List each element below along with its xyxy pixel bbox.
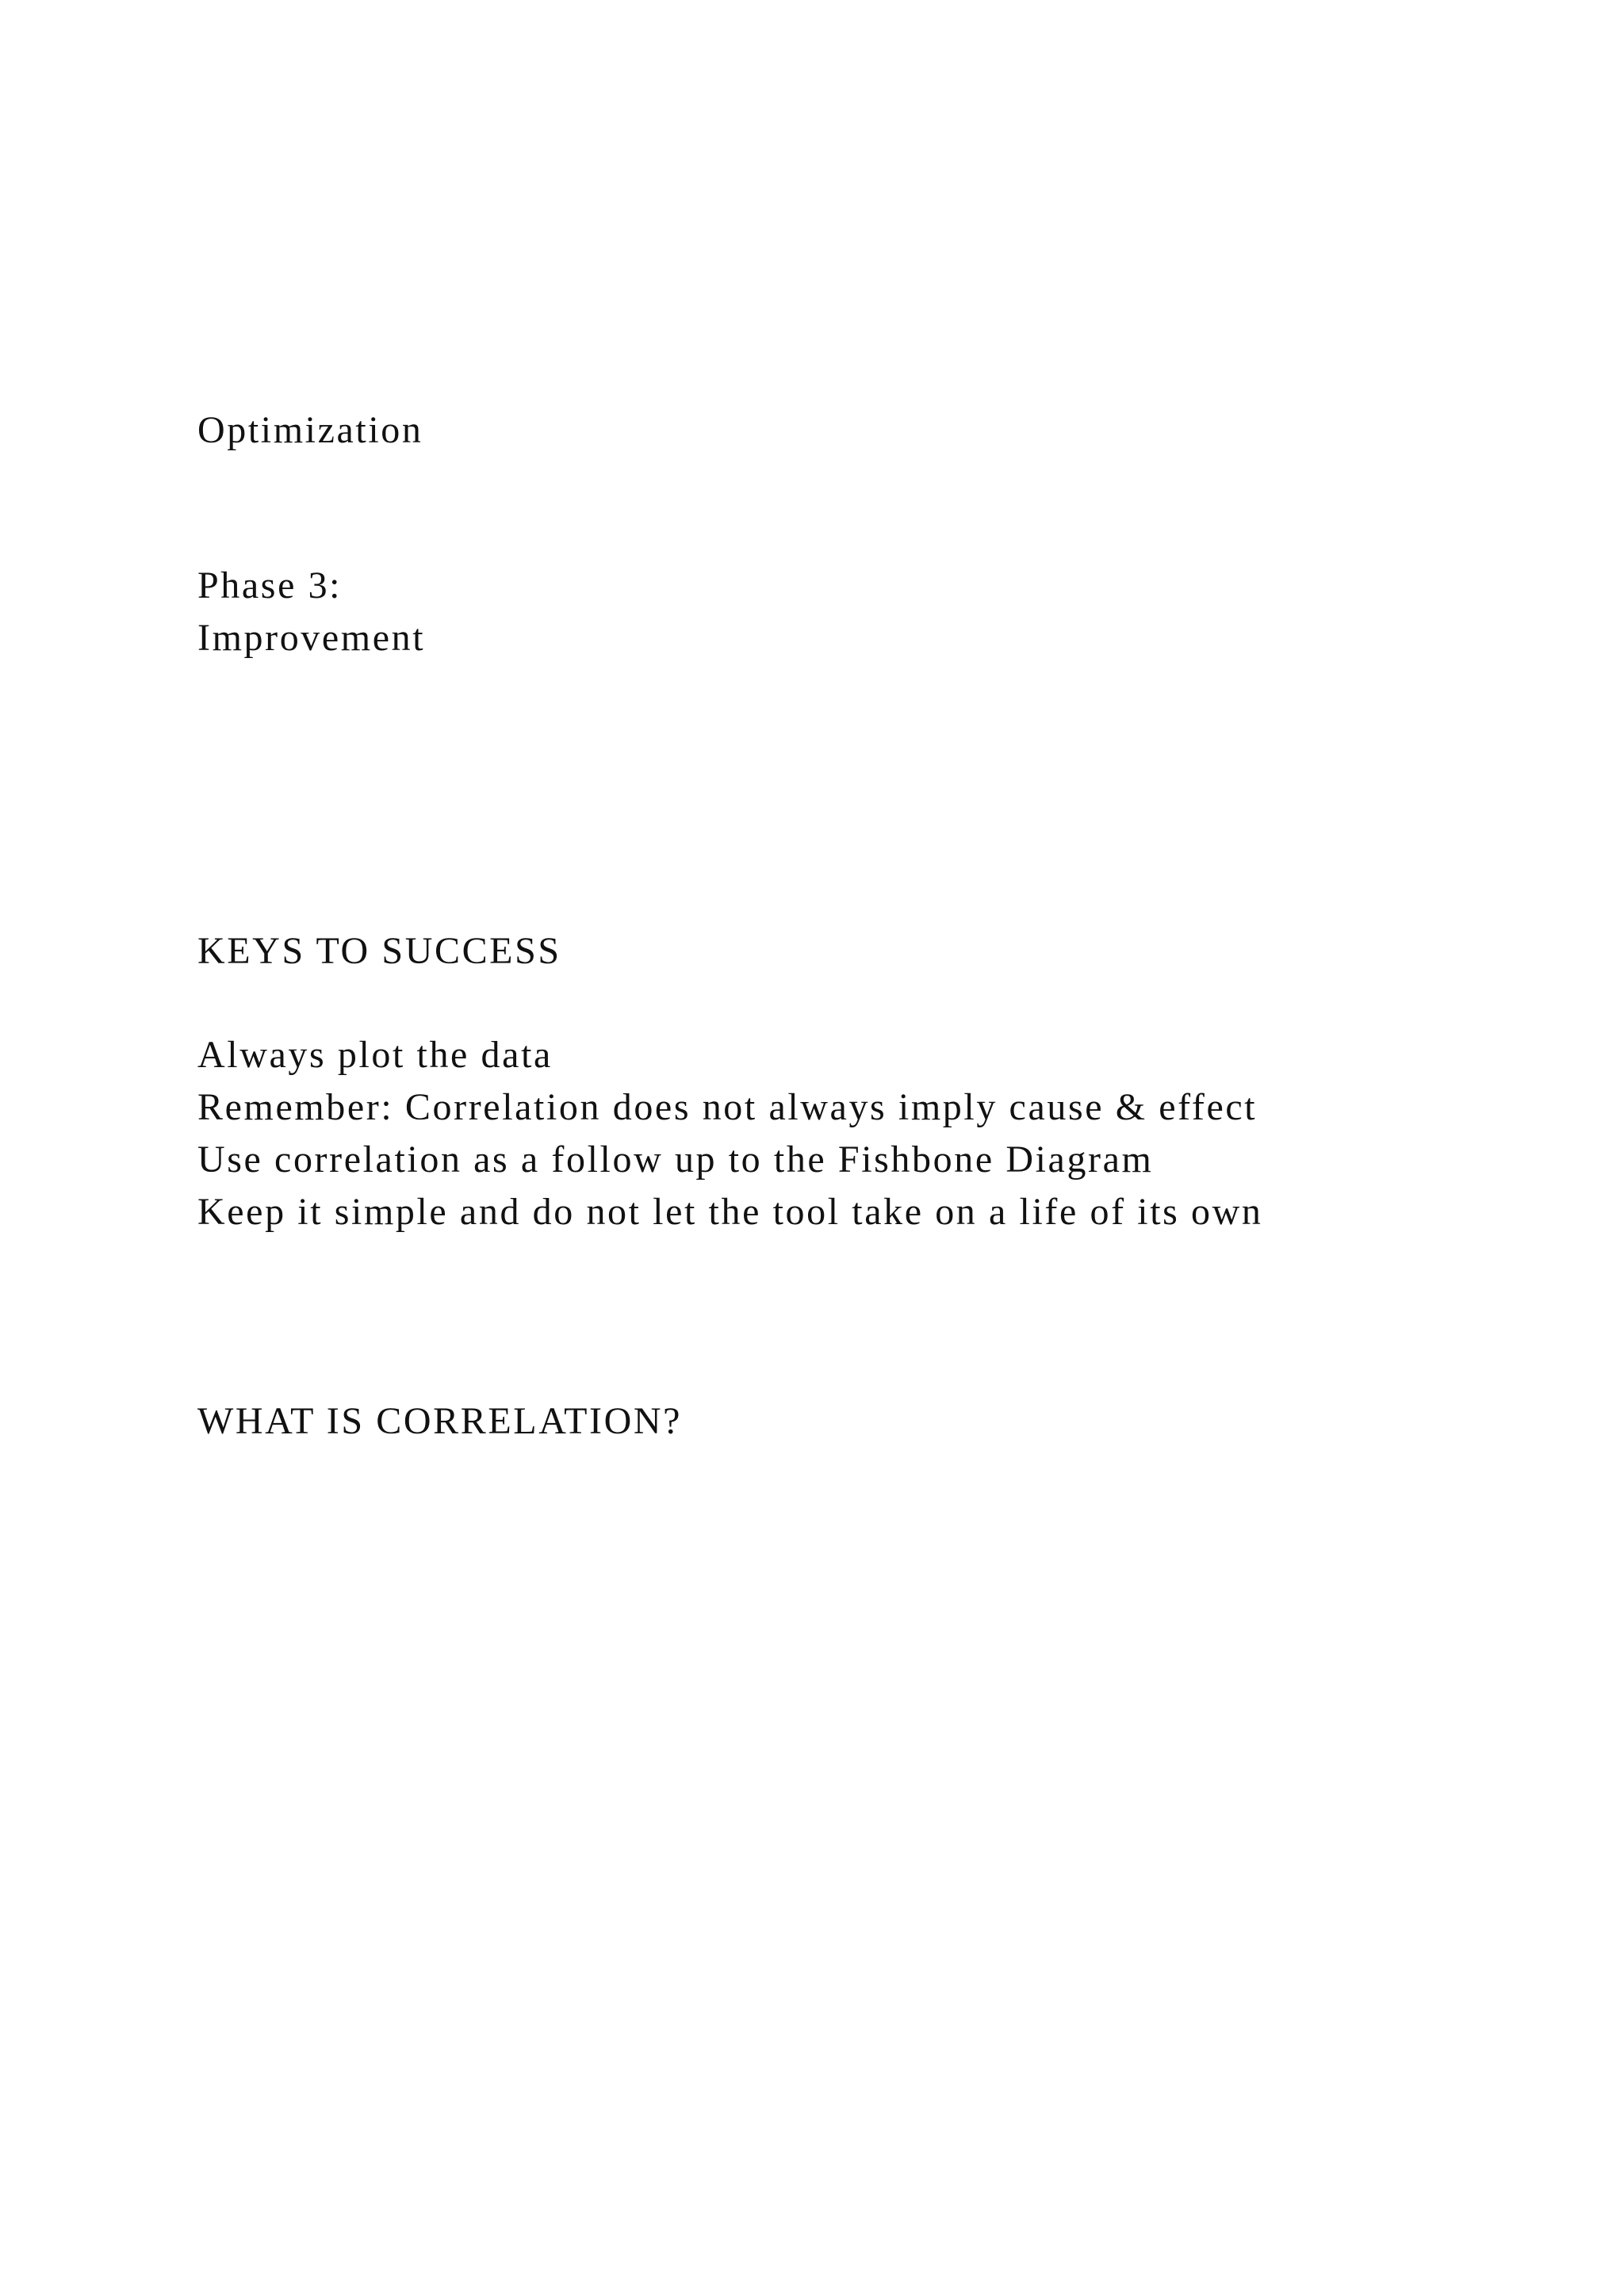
document-title: Optimization (197, 409, 423, 451)
keys-item: Always plot the data (197, 1034, 553, 1076)
phase-name: Improvement (197, 617, 426, 659)
keys-heading: KEYS TO SUCCESS (197, 930, 561, 972)
question-heading: WHAT IS CORRELATION? (197, 1400, 683, 1442)
keys-item: Remember: Correlation does not always imply cause & effect (197, 1086, 1258, 1128)
keys-item: Keep it simple and do not let the tool take on a life of its own (197, 1191, 1263, 1233)
phase-label: Phase 3: (197, 564, 343, 607)
keys-item: Use correlation as a follow up to the Fishbone Diagram (197, 1138, 1154, 1181)
